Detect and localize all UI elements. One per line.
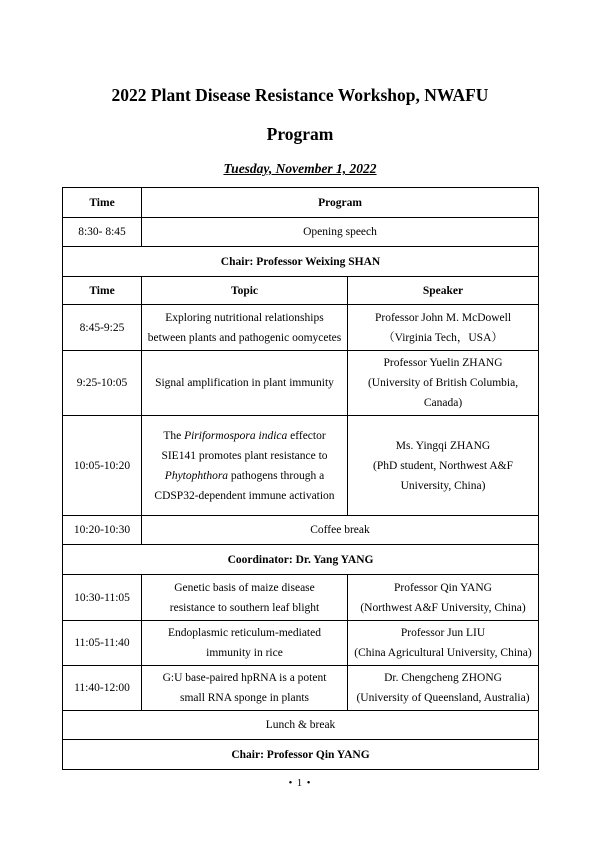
table-row bbox=[63, 351, 539, 416]
topic-cell: The Piriformospora indica effector SIE141 promotes plant resistance to Phytophthora pathogens through a CDSP32-dependent immune activation bbox=[142, 416, 348, 516]
topic-cell: Genetic basis of maize disease resistance to southern leaf blight bbox=[142, 575, 348, 621]
time-cell: 11:05-11:40 bbox=[63, 621, 142, 666]
time-cell: 10:05-10:20 bbox=[63, 416, 142, 516]
table-row bbox=[63, 621, 539, 666]
page-number: • 1 • bbox=[288, 778, 312, 789]
table-row bbox=[63, 740, 539, 770]
table-row bbox=[63, 277, 539, 305]
program-cell: Coffee break bbox=[142, 516, 539, 545]
banner-cell: Lunch & break bbox=[63, 711, 539, 740]
table-row bbox=[63, 247, 539, 277]
table-row bbox=[63, 416, 539, 516]
time-cell: 10:20-10:30 bbox=[63, 516, 142, 545]
column-header-time: Time bbox=[63, 277, 142, 305]
program-table bbox=[62, 187, 539, 770]
column-header-speaker: Speaker bbox=[348, 277, 539, 305]
page-title: 2022 Plant Disease Resistance Workshop, NWAFU bbox=[111, 85, 489, 105]
column-header-program: Program bbox=[142, 188, 539, 218]
table-row bbox=[63, 188, 539, 218]
time-cell: 10:30-11:05 bbox=[63, 575, 142, 621]
topic-cell: Exploring nutritional relationships between plants and pathogenic oomycetes bbox=[142, 305, 348, 351]
topic-cell: Endoplasmic reticulum-mediated immunity in rice bbox=[142, 621, 348, 666]
speaker-cell: Professor John M. McDowell （Virginia Tech，USA） bbox=[348, 305, 539, 351]
topic-cell: G:U base-paired hpRNA is a potent small RNA sponge in plants bbox=[142, 666, 348, 711]
speaker-cell: Professor Qin YANG (Northwest A&F University, China) bbox=[348, 575, 539, 621]
time-cell: 8:30- 8:45 bbox=[63, 218, 142, 247]
banner-cell: Coordinator: Dr. Yang YANG bbox=[63, 545, 539, 575]
speaker-cell: Professor Jun LIU (China Agricultural University, China) bbox=[348, 621, 539, 666]
table-row bbox=[63, 516, 539, 545]
time-cell: 11:40-12:00 bbox=[63, 666, 142, 711]
date-heading: Tuesday, November 1, 2022 bbox=[223, 161, 377, 176]
table-row bbox=[63, 305, 539, 351]
column-header-time: Time bbox=[63, 188, 142, 218]
banner-cell: Chair: Professor Weixing SHAN bbox=[63, 247, 539, 277]
table-row bbox=[63, 711, 539, 740]
table-row bbox=[63, 218, 539, 247]
table-row bbox=[63, 545, 539, 575]
speaker-cell: Dr. Chengcheng ZHONG (University of Queensland, Australia) bbox=[348, 666, 539, 711]
table-row bbox=[63, 666, 539, 711]
table-row bbox=[63, 575, 539, 621]
program-table-body bbox=[63, 188, 539, 770]
time-cell: 8:45-9:25 bbox=[63, 305, 142, 351]
program-cell: Opening speech bbox=[142, 218, 539, 247]
page-subtitle: Program bbox=[266, 124, 334, 144]
speaker-cell: Ms. Yingqi ZHANG (PhD student, Northwest A&F University, China) bbox=[348, 416, 539, 516]
column-header-topic: Topic bbox=[142, 277, 348, 305]
topic-cell: Signal amplification in plant immunity bbox=[142, 351, 348, 416]
speaker-cell: Professor Yuelin ZHANG (University of British Columbia, Canada) bbox=[348, 351, 539, 416]
time-cell: 9:25-10:05 bbox=[63, 351, 142, 416]
banner-cell: Chair: Professor Qin YANG bbox=[63, 740, 539, 770]
